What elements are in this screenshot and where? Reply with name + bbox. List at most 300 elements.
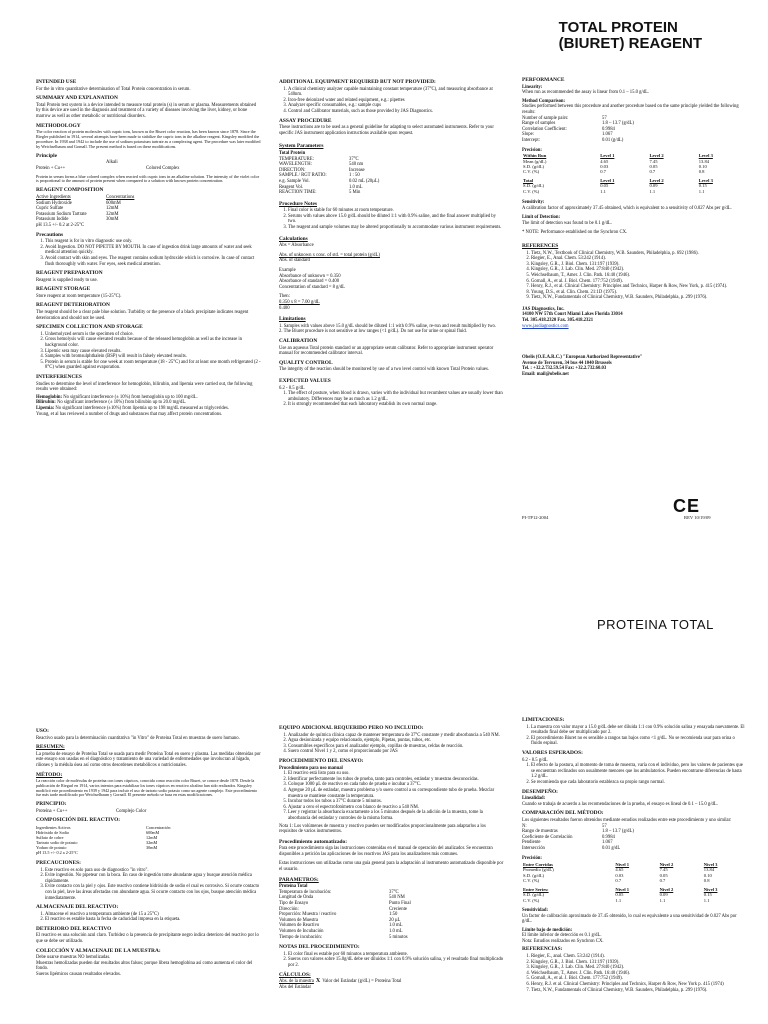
calc-bottom: Abs del Estándar — [279, 984, 312, 990]
entre-corridas-label: Entre Corridas — [523, 862, 553, 868]
row-label: Reagent Vol. — [279, 184, 304, 190]
value: No significant interference (±10%) from lipemia up to 198 mg/dL measured as triglycerides. — [55, 405, 229, 411]
cell-value: 7.45 — [649, 158, 658, 164]
section-heading: PERFORMANCE — [522, 77, 565, 83]
nivel-2-header: Nivel 2 — [659, 886, 674, 892]
precision-within-rows — [522, 867, 747, 883]
comp-rows — [36, 830, 261, 850]
nota-1: Nota 1: Los volúmenes de muestra y reactivo pueden ser modificados proporcionalmente para adaptarlos a los requisitos de varios instrumentos. — [279, 823, 486, 835]
cell-value: 0.7 — [600, 169, 606, 175]
row-value: 20 µL — [389, 917, 401, 923]
interference-lipemia — [36, 406, 261, 412]
equation-left: Protein + Cu++ — [36, 165, 66, 171]
nota-item: 2. Sueros con valores sobre 15.0g/dL debe ser diluidos 1:1 con 0.9% solución salina, y el resultado final multiplicado por 2. — [288, 957, 504, 968]
section-heading: EXPECTED VALUES — [279, 377, 331, 384]
section-heading: METHODOLOGY — [36, 122, 81, 129]
precision-total-rows — [522, 183, 747, 194]
representative-block — [522, 355, 747, 377]
row-value: 1.067 — [602, 840, 613, 846]
section-heading: REAGENT COMPOSITION — [36, 187, 104, 194]
section-heading: PROCEDIMIENTO DEL ENSAYO: — [279, 757, 364, 764]
precaution-item: 1. This reagent is for in vitro diagnostic use only. — [45, 239, 261, 245]
cell-value: 0.03 — [600, 163, 609, 169]
title-line-1: TOTAL PROTEIN — [558, 19, 678, 36]
row-label: C.V. (%) — [523, 878, 540, 884]
procedure-note-item: 2. Serums with values above 15.0 g/dL should be diluted 1:1 with 0.9% saline, and the final answer multiplied by two. — [288, 214, 504, 225]
cell-value: 1.1 — [649, 188, 656, 194]
procedure-note-item: 1. Final color is stable for 60 minutes at room temperature. — [288, 208, 504, 214]
spanish-column-1 — [36, 725, 261, 978]
section-text: La reacción color de moléculas de proteína con iones cúpricos, conocida como reacción color Biuret, se conoce desde 1878. Desde la publicación de Riegurl en 1914, varios intentos para estabilizar los iones cúpricos en reactivo alcalino han sido realizados. Kingsley modificó este procedimiento en 1939 y 1942 para incluir el uso de tartrato sodio potasio como un agente complejo. Este procedimiento fue más tarde modificado por Weichselbaum y Gornall. El presente método se basa en estas modificaciones. — [36, 778, 258, 798]
equation-right: Colored Complex — [146, 165, 180, 171]
value: No significant interference (± 10%) from hemoglobin up to 100 mg/dL. — [63, 394, 198, 400]
row-label: Volumen de Incubación — [279, 929, 324, 934]
company-address: 14100 NW 57th Court Miami Lakes Florida 33014 — [522, 312, 623, 318]
reference-item: 2. Riegier, E., Anal. Chem. 53:242 (1914). — [531, 256, 747, 262]
section-text: The reagent should be a clear pale blue solution. Turbidity or the presence of a black precipitate indicates reagent deterioration and should not be used. — [36, 310, 249, 321]
section-text: Total Protein test system is a device intended to measure total protein (s) in serum or plasma. Measurements obtained by this device are used in the diagnosis and treatment of a variety of diseases involving the liver, kidney, or bone marrow as well as other metabolic or nutritional disorders. — [36, 102, 257, 119]
nota-2: Nota: Estudios realizados en Synchron CX. — [522, 938, 604, 944]
row-label: Yoduro de potasio — [36, 845, 67, 851]
comp-col-2: Concentración — [146, 824, 171, 830]
comparacion-text: Los siguientes resultados fueron obtenidos mediante estudios realizados entre este procedimiento y uno similar: — [522, 817, 732, 823]
procedimiento-item: 2. Identificar perfectamente los tubos de prueba, tanto para controles, estándar y muestras desconocidas. — [288, 777, 504, 783]
row-label: Mean (g/dL) — [523, 158, 547, 164]
row-value: 32mM — [146, 840, 158, 846]
composition-col-1: Active Ingredients — [36, 194, 71, 200]
calc-ex-2: Absorbance of standard = 0.400 — [279, 279, 340, 285]
row-label: Tiempo de incubación: — [279, 934, 323, 940]
section-heading: COMPARACIÓN DEL MÉTODO: — [522, 810, 604, 817]
section-heading: REAGENT STORAGE — [36, 286, 91, 293]
params-subtitle: Total Protein — [279, 150, 306, 156]
row-label: Hidróxido de Sodio — [36, 830, 70, 836]
precision-total-rows — [522, 892, 747, 903]
proc-subtitle: Procedimiento para uso manual — [279, 765, 343, 771]
reference-item: 7. Henry, R.J., et al. Clinical Chemistry: Principles and Technics, Harper & Row, New York, p. 415 (1974). — [531, 284, 747, 290]
cell-value: 0.15 — [698, 183, 707, 189]
cell-value: 1.1 — [615, 897, 622, 903]
row-label: Sodium Hydroxide — [36, 200, 72, 206]
section-text: Estas instrucciones son utilizadas como una guía general para la adaptación al instrumento automatizado disponible por el usuario. — [279, 861, 504, 873]
row-label: SAMPLE / RGT RATIO: — [279, 173, 327, 179]
row-value: 30mM — [146, 845, 158, 851]
comp-col-1: Ingredientes Activos — [36, 824, 71, 830]
label: Bilirubin: — [36, 400, 56, 406]
label: Lipemia: — [36, 405, 55, 411]
procedure-notes-list — [279, 208, 504, 230]
section-heading: Limitations — [279, 316, 306, 323]
value: No significant interference (± 10%) from bilirubin up to 20.0 mg/dL. — [56, 400, 187, 406]
section-heading: ASSAY PROCEDURE — [279, 117, 332, 124]
english-column-1 — [36, 76, 261, 419]
rep-email[interactable]: Email: mail@obelis.net — [522, 372, 569, 378]
equipment-item: 2. Iron-free deionized water and related equipment, e.g.: pipettes — [288, 98, 504, 104]
referencia-item: 2. Kingsley, G.R., J. Biol. Chem. 131:197 (1939). — [531, 960, 747, 966]
procedimiento-item: 7. Leer y registrar la absorbancia exactamente a los 5 minutos después de la adición de la muestra, tome la absorbancia del estándar y controles de la misma forma. — [288, 810, 504, 821]
calc-then: Then: — [279, 294, 290, 300]
precaution-item: 2. Avoid Ingestion. DO NOT PIPETTE BY MOUTH. In case of ingestion drink large amounts of water and seek medical attention quickly. — [45, 245, 261, 256]
referencia-item: 4. Weichselbaum, T., Amer. J. Clin. Path. 16:40 (1946). — [531, 971, 747, 977]
param-row — [279, 935, 504, 941]
row-label: Sulfato de cobre — [36, 835, 64, 841]
title-line-2: (BIURET) REAGENT — [558, 35, 702, 52]
cell-value: 4.65 — [615, 867, 624, 873]
section-heading: NOTAS DEL PROCEDIMIENTO: — [279, 944, 360, 951]
valores-list — [522, 763, 747, 785]
english-column-3 — [522, 74, 747, 378]
section-heading: REFERENCIAS: — [522, 946, 563, 953]
rep-line-3: Tel. : +32.2.732.59.54 Fax: +32.2.732.60.03 — [522, 366, 607, 372]
section-heading: SPECIMEN COLLECTION AND STORAGE — [36, 324, 143, 331]
row-label: Potassium Iodide — [36, 217, 69, 223]
row-value: Increase — [349, 167, 365, 173]
linealidad-text: Cuando se trabaja de acuerdo a las recomendaciones de la prueba, el ensayo es lineal de 0.1 – 15.0 g/dL. — [522, 801, 718, 807]
section-heading: SUMMARY AND EXPLANATION — [36, 95, 118, 102]
calc-example: Example — [279, 268, 296, 274]
row-label: Cupric Sulfate — [36, 206, 64, 212]
precision-row — [522, 189, 747, 194]
row-value: 540 nm — [349, 162, 364, 168]
valores-range: 6.2 - 8.5 g/dL — [522, 757, 548, 763]
row-label: Correlation Coefficient: — [522, 126, 567, 132]
calc-times: X — [315, 978, 321, 985]
section-text: For the in vitro quantitative determination of Total Protein concentration in serum. — [36, 86, 191, 92]
expected-item: 2. It is strongly recommended that each laboratory establish its own normal range. — [288, 402, 504, 408]
row-value: 1:50 — [389, 912, 398, 918]
cell-value: 0.7 — [649, 169, 656, 175]
specimen-item: 3. Lipemic sera may cause elevated results. — [45, 349, 261, 355]
cell-value: 0.15 — [703, 892, 712, 898]
row-value: 0.9984 — [602, 126, 615, 132]
section-heading: DETERIORO DEL REACTIVO — [36, 925, 112, 932]
param-row — [279, 190, 504, 196]
nivel-1-header: Nivel 1 — [615, 886, 630, 892]
method-comparison-text: Studies performed between this procedure and another procedure based on the same principle yielded the following results: — [522, 104, 739, 115]
referencia-item: 5. Gornall, A., et al. J. Biol. Chem. 177:752 (1949). — [531, 976, 747, 982]
expected-item: 1. The effect of posture, when blood is drawn, varies with the individual but recumbent values are usually lower than ambulatory. Differences may be as much as 1.2 g/dL. — [288, 391, 504, 402]
composition-rows — [36, 201, 261, 223]
calc-then-bottom: 0.400 — [279, 305, 290, 311]
row-value: 1 : 50 — [349, 173, 360, 179]
row-value: 1.8 – 13.7 (g/dL) — [602, 121, 634, 127]
row-label: C.V. (%) — [523, 897, 540, 903]
sensitivity-text: A calibration factor of approximately 37.45 obtained, which is equivalent to a sensitivity of 0.027 Abs per g/dL. — [522, 205, 732, 211]
precauciones-list — [36, 868, 261, 902]
limitacion-item: 1. La muestra con valor mayor a 15.0 g/dL debe ser diluida 1:1 con 0.9% solución salina y ensayada nuevamente. El resultado final debe ser multiplicado por 2. — [531, 725, 747, 736]
almacenaje-item: 2. El reactivo es estable hasta la fecha de caducidad impresa en la etiqueta. — [45, 917, 261, 923]
ce-mark-logo: CE — [673, 496, 701, 516]
row-value: 5 Min — [349, 190, 361, 196]
cell-value: 4.65 — [600, 158, 609, 164]
precaucion-item: 1. Este reactivo es solo para uso de diagnostico "in vitro". — [45, 868, 261, 874]
row-value: 0.02 mL (20µL) — [349, 178, 380, 184]
row-label: Number of sample pairs: — [522, 115, 569, 121]
row-value: 57 — [602, 823, 607, 829]
linearity-heading: Linearity: — [522, 84, 543, 90]
row-value: 1.0 mL — [349, 184, 363, 190]
section-text: Store reagent at room temperature (15-25°C). — [36, 293, 122, 299]
specimen-item: 1. Unhemolyzed serum is the specimen of choice. — [45, 332, 261, 338]
section-heading: COLECCIÓN Y ALMACENAJE DE LA MUESTRA: — [36, 947, 161, 954]
referencias-list — [522, 954, 747, 993]
cell-value: 0.05 — [649, 163, 658, 169]
equipment-list — [279, 87, 504, 115]
row-value: 1.8 – 13.7 (g/dL) — [602, 829, 634, 835]
cell-value: 0.05 — [659, 872, 668, 878]
specimen-item: 5. Protein in serum is stable for one week at room temperature (18 - 25°C) and for at least one month refrigerated (2 - 8°C) when guarded against evaporation. — [45, 360, 261, 371]
cell-value: 0.8 — [703, 878, 710, 884]
row-label: REACTION TIME: — [279, 190, 317, 196]
section-heading: Principle — [36, 152, 57, 159]
equipo-item: 1. Analizador de química clínica capaz de mantener temperatura de 37°C constante y medir absorbancia a 540 NM. — [288, 733, 504, 739]
precaucion-item: 3. Evite contacto con la piel y ojos. Este reactivo contiene hidróxido de sodio el cual es corrosivo. Si ocurre contacto con la piel, lave las áreas afectadas con abundante agua. Si ocurre contacto con los ojos, busque atención médica inmediatamente. — [45, 884, 261, 901]
row-value: 0.01 (g/dL) — [602, 137, 624, 143]
referencia-item: 7. Tietz, N.W., Fundamentals of Clinical Chemistry, W.B. Saunders, Philadelphia, p. 299 (1976). — [531, 988, 747, 994]
sensitividad-text: Un factor de calibración aproximado de 37.45 obtenido, lo cual es equivalente a una sensitividad de 0.027 Abs por g/dL. — [522, 913, 737, 925]
row-value: 37°C — [349, 156, 359, 162]
section-text: Studies to determine the level of interference for hemoglobin, bilirubin, and lipemia were carried out, the following results were obtained: — [36, 381, 253, 393]
section-text: The color reaction of protein molecules with cupric ions, known as the Biuret color reaction, has been known since 1878. Since the Riegler published in 1914, several attempts have been made to stabilize the cupric ions in the alkaline reagent. Kingsley modified the procedure. In 1938 and 1942 to include the use of sodium potassium tartrate as a complexing agent. The procedure was later modified by Weichselbaum and Gornall. The present method is based on these modifications. — [36, 129, 261, 149]
row-label: Proporción: Muestra / reactivo — [279, 912, 337, 918]
limite-heading: Límite bajo de medición: — [522, 927, 573, 933]
row-label: WAVELENGTH: — [279, 162, 312, 168]
row-label: Slope: — [522, 132, 534, 138]
references-list — [522, 251, 747, 301]
row-label: Coeficiente de Correlación — [522, 834, 573, 840]
row-label: Potassium Sodium Tartrate — [36, 211, 87, 217]
procedimiento-item: 6. Ajustar a cero el espectrofotómetro con blanco de reactivo a 540 NM. — [288, 805, 504, 811]
level-3-header: Level 3 — [698, 153, 713, 159]
precision-header-row — [522, 175, 747, 183]
level-2-header: Level 2 — [649, 177, 664, 183]
row-label: C.V. (%) — [523, 188, 540, 194]
procedimiento-item: 1. El reactivo está listo para su uso. — [288, 771, 504, 777]
row-value: 57 — [602, 115, 607, 121]
row-label: Longitud de Onda — [279, 895, 314, 901]
row-value: 0.01 g/dL — [602, 845, 621, 851]
english-column-2 — [279, 76, 504, 410]
cell-value: 1.1 — [600, 188, 606, 194]
section-text: Muestras hemolizadas pueden dar resultados altos falsos; porque libera hemoglobina así como aumenta el color del fondo. — [36, 960, 253, 972]
row-label: S.D. (g/dL) — [523, 872, 545, 878]
principle-alkali: Alkali — [106, 160, 118, 166]
row-value: 0.9984 — [602, 834, 615, 840]
row-value: 1.0 mL — [389, 929, 403, 934]
reference-item: 6. Gornall, A., et al. J. Biol. Chem. 177:752 (1949). — [531, 279, 747, 285]
cell-value: 0.7 — [659, 878, 666, 884]
nivel-2-header: Nivel 2 — [659, 862, 674, 868]
cell-value: 13.84 — [698, 158, 710, 164]
equipment-item: 1. A clinical chemistry analyzer capable maintaining constant temperature (37°C), and measuring absorbance at 540nm. — [288, 87, 504, 98]
section-heading: REAGENT DETERIORATION — [36, 302, 110, 309]
param-subtitle: Proteína Total — [279, 884, 308, 890]
row-label: Tartrato sodio de potasio — [36, 840, 78, 846]
row-label: Intercept: — [522, 137, 540, 143]
limitacion-item: 2. El procedimiento Biuret no es sensible a rangos tan bajos como <1 g/dL. No se recomienda usar para orina o fluido espinal. — [531, 736, 747, 747]
composition-ph: pH 13.5 +/- 0.2 at 2-25°C — [36, 222, 85, 228]
reference-item: 4. Kingsley, G.R., J. Lab. Clin. Med. 27:840 (1942). — [531, 267, 747, 273]
precision-table-es — [522, 862, 747, 903]
row-label: Dirección: — [279, 906, 299, 912]
section-text: Reactivo usado para la determinación cuantitativa "in Vitro" de Proteina Total en muestras de suero humano. — [36, 735, 240, 741]
detection-heading: Limit of Detection: — [522, 215, 561, 221]
row-label: Tipo de Ensayo — [279, 901, 309, 907]
principle-equation — [36, 166, 261, 172]
row-label: Temperatura de incubación: — [279, 889, 332, 895]
company-phone: Tel. 305.418.2320 Fax. 305.418.2321 — [522, 318, 594, 324]
rep-line-1: Obelis (O.E.A.R.C.) "European Authorized Representative" — [522, 355, 643, 361]
row-value: 600mM — [146, 830, 160, 836]
expected-list — [279, 391, 504, 408]
level-1-header: Level 1 — [600, 153, 615, 159]
section-heading: LIMITACIONES: — [522, 717, 565, 723]
section-heading: RESUMEN: — [36, 744, 65, 751]
calc-ex-3: Concentration of standard = 8 g/dL — [279, 284, 346, 290]
section-text: Sueros lipémicos causan resultados elevados. — [36, 972, 122, 978]
level-1-header: Level 1 — [600, 177, 615, 183]
cell-value: 7.45 — [659, 867, 668, 873]
cell-value: 1.1 — [698, 188, 705, 194]
referencia-item: 1. Riegier, E., anal. Chem. 53:242 (1914). — [531, 954, 747, 960]
row-label: e.g. Sample Vol. — [279, 178, 310, 184]
section-heading: Procedimiento automatizado: — [279, 838, 348, 845]
section-heading: PRINCIPIO: — [36, 800, 67, 807]
row-label: Intersección — [522, 845, 545, 851]
equipo-item: 4. Suero control Nivel 1 y 2, como el proporcionado por JAS — [288, 749, 504, 755]
cell-value: 0.8 — [698, 169, 705, 175]
specimen-item: 4. Samples with bromsulphthalein (BSP) will result in falsely elevated results. — [45, 354, 261, 360]
method-comparison-rows — [522, 116, 747, 144]
reference-item: 8. Young, D.S., et al. Clin. Chem. 21:1D (1975). — [531, 290, 747, 296]
calc-top: Abs. de la muestra — [279, 979, 314, 985]
row-label: N: — [522, 823, 527, 829]
document-code: PI-TP12-2004 — [522, 515, 549, 520]
sensitividad-heading: Sensitividad: — [522, 907, 549, 913]
sensitivity-heading: Sensitivity: — [522, 199, 545, 205]
section-text: The integrity of the reaction should be monitored by use of a two level control with known Total Protein values. — [279, 367, 489, 373]
equipment-item: 4. Control and Calibrator materials, such as those provided by JAS Diagnostics. — [288, 109, 504, 115]
company-name: JAS Diagnostics, Inc. — [522, 306, 565, 312]
row-label: Range of samples — [522, 121, 556, 127]
section-heading: ADDITIONAL EQUIPMENT REQUIRED BUT NOT PROVIDED: — [279, 79, 436, 85]
row-value: 1.0 mL — [389, 923, 403, 929]
row-value: 32mM — [106, 211, 119, 217]
precautions-list — [36, 239, 261, 267]
section-heading: REAGENT PREPARATION — [36, 270, 103, 277]
specimen-list — [36, 332, 261, 371]
params-rows — [279, 157, 504, 196]
row-value: 30mM — [106, 217, 119, 223]
cell-value: 0.03 — [615, 872, 624, 878]
referencia-item: 3. Kingsley, G.R., J. Lab. Clin. Med. 27:840 (1942). — [531, 965, 747, 971]
row-value: 600mM — [106, 200, 121, 206]
cell-value: 1.1 — [703, 897, 710, 903]
section-heading: QUALITY CONTROL — [279, 359, 333, 366]
limite-text: El límite inferior de detección es 0.1 g/dL. — [522, 933, 602, 939]
expected-range: 6.2 - 8.5 g/dL — [279, 385, 305, 391]
precision-heading: Precisión: — [522, 856, 542, 862]
cell-value: 0.09 — [659, 892, 668, 898]
row-value: 1.067 — [602, 132, 613, 138]
calc-abs: Abs = Absorbance — [279, 243, 314, 249]
row-value: Punto Final — [389, 901, 411, 907]
section-heading: USO: — [36, 728, 49, 734]
equation-left: Proteína + Cu++ — [36, 808, 68, 814]
row-value: 5 minutos — [389, 934, 408, 940]
section-heading: REFERENCES — [522, 242, 559, 249]
row-label: Volumen de Reactivo — [279, 923, 320, 929]
section-heading: Precautions — [36, 231, 64, 238]
precision-within-rows — [522, 159, 747, 175]
section-heading: Procedure Notes — [279, 200, 317, 207]
section-heading: CÁLCULOS: — [279, 971, 311, 978]
row-value: 12mM — [146, 835, 158, 841]
valor-item: 2. Se recomienda que cada laboratorio establezca su propio rango normal. — [531, 780, 747, 786]
row-label: Volumen de Muestra — [279, 917, 318, 923]
label: Hemoglobin: — [36, 394, 63, 400]
equipo-item: 3. Consumibles específicos para el analizador ejemplo, copillas de muestras, celdas de reacción. — [288, 744, 504, 750]
company-website-link[interactable]: www.jasdiagnostics.com — [522, 323, 569, 329]
section-heading: PRECAUCIONES: — [36, 859, 81, 866]
equipo-list — [279, 733, 504, 755]
procedimiento-item: 3. Coloque 1000 µL de reactivo en cada tubo de prueba e incubar a 37°C. — [288, 782, 504, 788]
procedimiento-item: 5. Incubar todos los tubos a 37°C durante 5 minutos. — [288, 799, 504, 805]
precision-row — [522, 898, 747, 903]
section-text: El reactivo es una solución azul claro. Turbidez o la presencia de precipitante negro indica deterioro del reactivo por lo que se debe ser utilizado. — [36, 933, 259, 945]
cell-value: 0.10 — [703, 872, 712, 878]
equipo-item: 2. Agua desionizada y equipo relacionado, ejemplo, Pipetas, puntas, tubos, etc. — [288, 738, 504, 744]
specimen-item: 2. Gross hemolysis will cause elevated results because of the released hemoglobin as well as the increase in background color. — [45, 337, 261, 348]
section-heading: VALORES ESPERADOS: — [522, 749, 583, 756]
nivel-1-header: Nivel 1 — [615, 862, 630, 868]
within-run-label: Within Run — [523, 153, 547, 159]
cell-value: 13.84 — [703, 867, 715, 873]
section-heading: System Parameters — [279, 143, 324, 150]
section-heading: INTENDED USE — [36, 79, 77, 85]
valor-item: 1. El efecto de la postura, al momento de toma de muestra, varía con el individuo, pero los valores de pacientes que se encuentran reclinados son usualmente menores que los ambulatorios. Pueden encontrarse diferencias de hasta 1.2 g/dL. — [531, 763, 747, 780]
section-text: These instructions are to be used as a general guideline for adapting to select automated instruments. Refer to your specific JAS instrument application instructions available upon request. — [279, 125, 494, 136]
detection-text: The limit of detection was found to be 0.1 g/dL. — [522, 220, 612, 226]
equation-right: Complejo Color — [116, 808, 147, 814]
reference-item: 9. Tietz, N.W., Fundamentals of Clinical Chemistry, W.B. Saunders, Philadelphia, p. 299 (1976). — [531, 295, 747, 301]
principio-equation — [36, 809, 261, 815]
section-text: Reagent is supplied ready to use. — [36, 277, 98, 283]
procedimiento-item: 4. Agregue 20 µL de estándar, muestra problema y/o suero control a su correspondiente tubo de prueba. Mezclar muestra se mantiene constante la temperatura. — [288, 788, 504, 799]
section-text: Para este procedimiento siga las instrucciones contenidas en el manual de operación del analizador. Se encuentran disponibles a petición las aplicaciones de los reactivos JAS para los analizadores más comunes. — [279, 846, 493, 857]
spanish-column-3 — [522, 714, 747, 995]
limitations-text-2: 2. The Biuret procedure is not sensitive at low ranges (<1 g/dL). Do not use for urine or spinal fluid. — [279, 329, 467, 335]
equipment-item: 3. Analyzer specific consumables, e.g.: sample cups — [288, 103, 504, 109]
calc-then-top: 0.350 x 8 = 7.00 g/dL — [279, 300, 320, 305]
row-label: TEMPERATURE: — [279, 156, 314, 162]
section-heading: COMPOSICIÓN DEL REACTIVO: — [36, 817, 121, 824]
calc-ex-1: Absorbance of unknown = 0.350 — [279, 273, 341, 279]
referencia-item: 6. Henry, R.J. et al. Clinical Chemistry: Principles and Technics, Harper & Row, New York p. 415 (1974) — [531, 982, 747, 988]
company-block — [522, 307, 747, 329]
row-label: Rango de muestras — [522, 829, 558, 835]
row-value: 540 NM — [389, 895, 405, 901]
row-label: S.D. (g/dL) — [523, 163, 545, 169]
section-heading: MÉTODO: — [36, 771, 63, 778]
calc-formula-bottom: Abs. of standard — [279, 258, 310, 264]
section-text: Use an aqueous Total protein standard or an appropriate serum calibrator. Refer to appropriate instrument operator manual for recommended calibrator interval. — [279, 345, 494, 357]
precaution-item: 3. Avoid contact with skin and eyes. The reagent contains sodium hydroxide which is corrosive. In case of contact flush thoroughly with water. For eyes, seek medical attention. — [45, 256, 261, 267]
comparacion-rows — [522, 824, 747, 852]
level-2-header: Level 2 — [649, 153, 664, 159]
spanish-column-2 — [279, 722, 504, 990]
row-label: S.D. (g/dL) — [523, 892, 545, 898]
